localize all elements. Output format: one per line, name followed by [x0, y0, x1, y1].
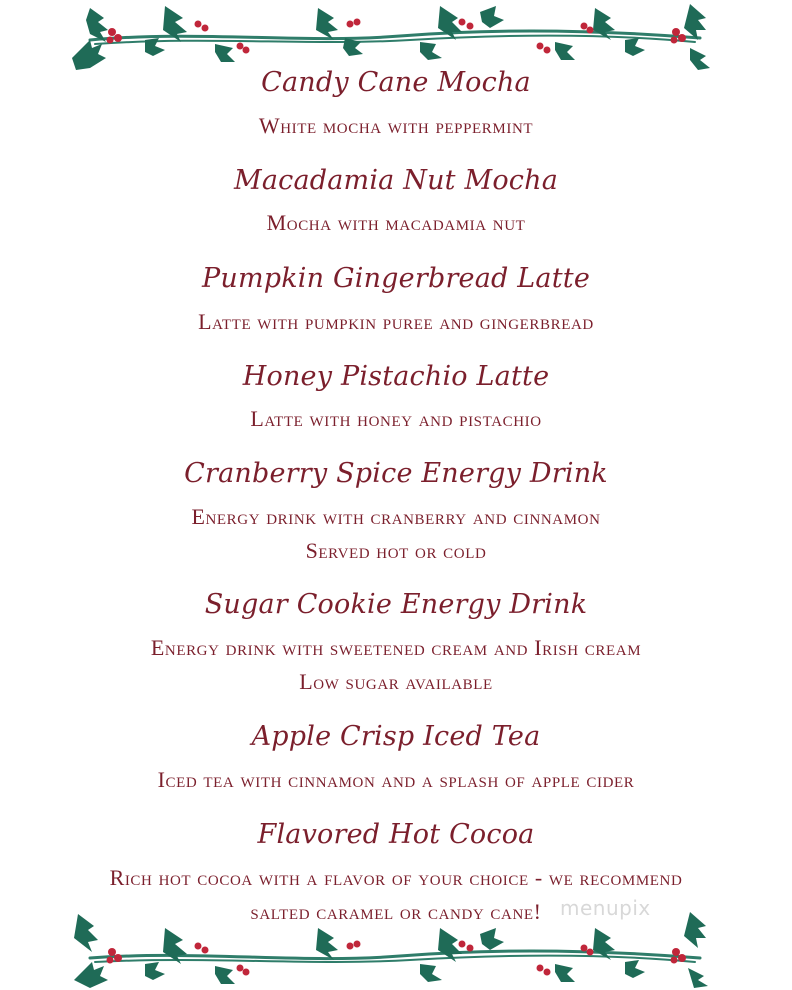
item-name-honey-pistachio-latte: Honey Pistachio Latte — [242, 361, 550, 392]
item-name-apple-crisp-iced-tea: Apple Crisp Iced Tea — [251, 721, 541, 752]
watermark: menupix — [560, 896, 651, 920]
item-name-pumpkin-gingerbread-latte: Pumpkin Gingerbread Latte — [201, 263, 590, 294]
item-description: Energy drink with sweetened cream and Irish cream — [150, 635, 642, 660]
item-name-cranberry-spice-energy-drink: Cranberry Spice Energy Drink — [184, 458, 608, 489]
item-description: Latte with pumpkin puree and gingerbread — [198, 309, 594, 334]
holly-garland-bottom-icon — [0, 908, 792, 988]
item-description: White mocha with peppermint — [258, 113, 534, 138]
item-name-sugar-cookie-energy-drink: Sugar Cookie Energy Drink — [204, 589, 588, 620]
item-name-candy-cane-mocha: Candy Cane Mocha — [261, 67, 531, 98]
item-note: Served hot or cold — [305, 538, 487, 563]
item-name-flavored-hot-cocoa: Flavored Hot Cocoa — [257, 819, 535, 850]
item-name-macadamia-nut-mocha: Macadamia Nut Mocha — [233, 165, 559, 196]
item-description: Latte with honey and pistachio — [250, 406, 542, 431]
item-description: Rich hot cocoa with a flavor of your choice - we recommend — [109, 865, 683, 890]
item-description: Iced tea with cinnamon and a splash of apple cider — [157, 767, 635, 792]
item-note: Low sugar available — [299, 669, 493, 694]
item-description-continued: salted caramel or candy cane! — [250, 899, 542, 924]
item-description: Mocha with macadamia nut — [266, 210, 526, 235]
item-description: Energy drink with cranberry and cinnamon — [191, 504, 601, 529]
